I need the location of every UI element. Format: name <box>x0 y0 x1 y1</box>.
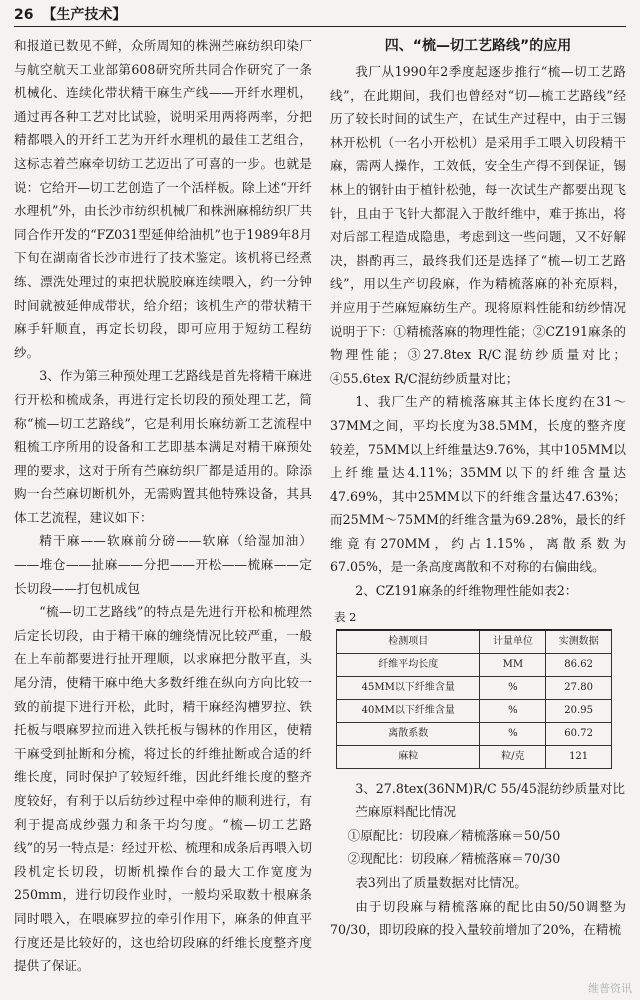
table-header: 实测数据 <box>546 630 612 654</box>
table-cell: 45MM以下纤维含量 <box>337 676 480 699</box>
watermark: 维普资讯 <box>588 982 632 995</box>
table-cell: 纤维平均长度 <box>337 653 480 676</box>
table-row <box>337 722 612 745</box>
paragraph: “梳—切工艺路线”的特点是先进行开松和梳理然后定长切段，由于精干麻的缠绕情况比较严重，一般在上车前都要进行扯开理顺，以求麻把分散平直，头尾分清，使精干麻中绝大多数纤维在纵向方向比较一致的前提下进行开松，此时，精干麻经沟槽罗拉、铁托板与喂麻罗拉而进入铁托板与锡林的作用区，使精干麻受到扯断和分梳，将过长的纤维扯断或合适的纤维长度，同时保护了较短纤维，因此纤维长度的整齐度较好，有利于以后纺纱过程中牵伸的顺利进行，有利于提高成纱强力和条干均匀度。“梳—切工艺路线”的另一特点是：经过开松、梳理和成条后再喂入切段机定长切段，切断机操作台的最大工作宽度为250mm，进行切段作业时，一般均采取数十根麻条同时喂入，在喂麻罗拉的牵引作用下，麻条的伸直平行度还是比较好的，这也给切段麻的纤维长度整齐度提供了保证。 <box>14 604 312 974</box>
paragraph: 表3列出了质量数据对比情况。 <box>355 875 527 891</box>
ratio-item: ①原配比：切段麻／精梳落麻＝50/50 <box>347 827 561 843</box>
paragraph: 1、我厂生产的精梳落麻其主体长度约在31～37MM之间，平均长度为38.5MM，长度的整齐度较差，75MM以上纤维量达9.76%，其中105MM以上纤维量达4.11%；35MM以下的纤维含量达47.69%，其中25MM以下的纤维含量达47.63%；而25MM～75MM的纤维含量为69.28%，最长的纤维竟有270MM，约占1.15%，离散系数为67.05%，是一条高度离散和不对称的右偏曲线。 <box>330 394 626 575</box>
paragraph: 我厂从1990年2季度起逐步推行“梳—切工艺路线”，在此期间，我们也曾经对“切—梳工艺路线”经历了较长时间的试生产，在试生产过程中，由于三锡林开松机（一名小开松机）是采用手工喂入切段精干麻，需两人操作，工效低，安全生产得不到保证，锡林上的钢针由于植针松弛，每一次试生产都要出现飞针，且由于飞针大都混入于散纤维中，难于拣出，将对后部工程造成隐患，考虑到这一些问题，又不好解决，斟酌再三，最终我们还是选择了“梳—切工艺路线”，用以生产切段麻，作为精梳落麻的补充原料，并应用于苎麻短麻纺生产。现将原料性能和纺纱情况说明于下：①精梳落麻的物理性能；②CZ191麻条的物理性能；③27.8tex R/C混纺纱质量对比；④55.6tex R/C混纺纱质量对比； <box>330 64 626 386</box>
table-cell: 60.72 <box>546 722 612 745</box>
table-row <box>337 745 612 768</box>
data-table <box>336 629 612 769</box>
table-header-row <box>337 630 612 654</box>
paragraph: 由于切段麻与精梳落麻的配比由50/50调整为70/30，即切段麻的投入量较前增加了20%，在精梳 <box>330 898 626 938</box>
table-row <box>337 653 612 676</box>
paragraph: 2、CZ191麻条的纤维物理性能如表2： <box>355 583 578 599</box>
paragraph: 3、作为第三种预处理工艺路线是首先将精干麻进行开松和梳成条，再进行定长切段的预处理工艺，简称“梳—切工艺路线”，它是利用长麻纺新工艺流程中粗梳工序所用的设备和工艺即基本满足对精干麻预处理的要求，这对于所有苎麻纺织厂都是适用的。除添购一台苎麻切断机外，无需购置其他特殊设备，其具体工艺流程，建议如下： <box>14 368 312 525</box>
table-caption: 表 2 <box>334 609 357 624</box>
ratio-item: ②现配比：切段麻／精梳落麻＝70/30 <box>347 851 561 867</box>
table-cell: 20.95 <box>546 699 612 722</box>
table-cell: 27.80 <box>546 676 612 699</box>
paragraph: 和报道已数见不鲜，众所周知的株洲苎麻纺织印染厂与航空航天工业部第608研究所共同合作研究了一条机械化、连续化带状精干麻生产线——开纤水理机，通过再各种工艺对比试验，说明采用两将两率，分把精都喂入的开纤工艺为开纤水理机的最佳工艺组合，这标志着苎麻牵切纺工艺迈出了可喜的一步。也就是说：它给开—切工艺创造了一个活样板。除上述“开纤水理机”外，由长沙市纺织机械厂和株洲麻棉纺织厂共同合作开发的“FZ031型延伸给油机”也于1989年8月下旬在湖南省长沙市进行了技术鉴定。该机将已经煮练、漂洗处理过的束把状脱胶麻连续喂入，约一分钟时间就被延伸成带状，给介绍；该机生产的带状精干麻手轩顺直，再定长切段，即可应用于短纺工程纺纱。 <box>14 38 312 360</box>
table-cell: 121 <box>546 745 612 768</box>
process-flow: 精干麻——软麻前分磅——软麻（给湿加油）——堆仓——扯麻——分把——开松——梳麻——定长切段——打包机成包 <box>14 533 312 596</box>
table-cell: % <box>480 699 546 722</box>
subsection-subtitle: 苎麻原料配比情况 <box>355 804 456 820</box>
table-cell: 粒/克 <box>480 745 546 768</box>
page-header <box>14 4 626 27</box>
table-cell: % <box>480 722 546 745</box>
table-header: 检测项目 <box>337 630 480 654</box>
table-cell: 麻粒 <box>337 745 480 768</box>
table-header: 计量单位 <box>480 630 546 654</box>
table-cell: 86.62 <box>546 653 612 676</box>
table-cell: 离散系数 <box>337 722 480 745</box>
table-row <box>337 676 612 699</box>
table-cell: MM <box>480 653 546 676</box>
section-title: 四、“梳—切工艺路线”的应用 <box>384 38 572 54</box>
table-row <box>337 699 612 722</box>
section-label: 【生产技术】 <box>42 7 127 23</box>
right-column <box>330 34 626 990</box>
table-cell: 40MM以下纤维含量 <box>337 699 480 722</box>
left-column <box>14 34 312 990</box>
page-number: 26 <box>14 7 34 23</box>
table-cell: % <box>480 676 546 699</box>
subsection-title: 3、27.8tex(36NM)R/C 55/45混纺纱质量对比 <box>355 780 626 796</box>
